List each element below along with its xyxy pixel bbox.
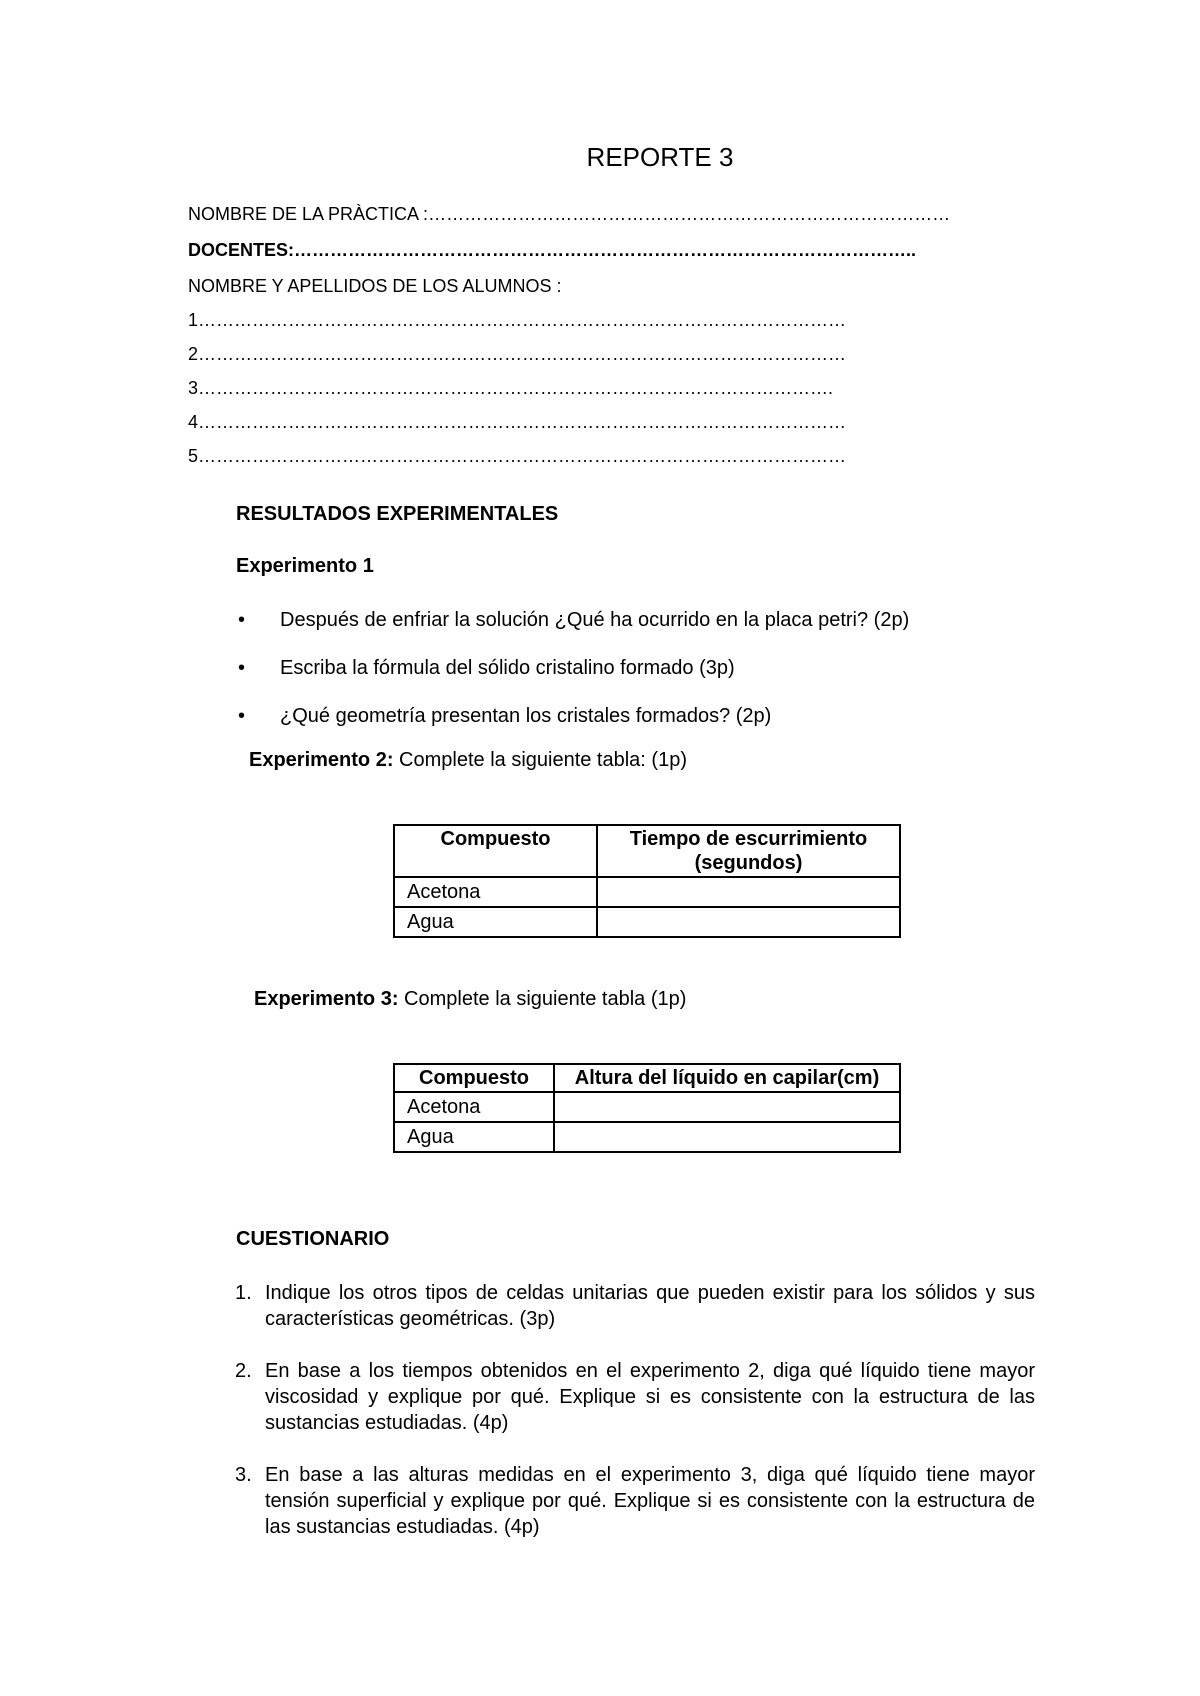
- question-number: 1.: [235, 1282, 252, 1304]
- alumno-fill-dots: ………………………………………………………………………………………………: [198, 310, 847, 330]
- question-number: 2.: [235, 1360, 252, 1382]
- alumno-line-1: [188, 310, 846, 331]
- alumno-number: 1: [188, 310, 199, 330]
- questionnaire-heading: CUESTIONARIO: [236, 1228, 390, 1250]
- table-header-cell: Compuesto: [394, 1064, 554, 1092]
- alumno-fill-dots: ………………………………………………………………………………………………: [198, 344, 847, 364]
- table-row: [394, 1092, 900, 1122]
- alumno-line-2: [188, 344, 846, 365]
- docentes-fill-dots: …………………………………………………………………………………………..: [294, 240, 917, 260]
- exp1-bullet-3: [238, 705, 772, 728]
- question-2: [235, 1358, 1035, 1436]
- bullet-text: ¿Qué geometría presentan los cristales formados? (2p): [280, 705, 772, 727]
- table-header-cell: Compuesto: [394, 825, 597, 877]
- experiment-3-instruction: [254, 988, 686, 1011]
- table-cell-empty[interactable]: [554, 1122, 900, 1152]
- experiment-2-label: Experimento 2:: [249, 749, 394, 771]
- question-text: Indique los otros tipos de celdas unitarias que pueden existir para los sólidos y sus características geométricas. (3p): [265, 1282, 1035, 1330]
- table-cell: Acetona: [394, 1092, 554, 1122]
- alumnos-label: NOMBRE Y APELLIDOS DE LOS ALUMNOS :: [188, 276, 562, 296]
- alumno-number: 4: [188, 412, 199, 432]
- bullet-text: Escriba la fórmula del sólido cristalino formado (3p): [280, 657, 735, 679]
- exp1-bullet-1: [238, 609, 910, 632]
- experiment-3-table: [393, 1063, 901, 1153]
- experiment-2-text: Complete la siguiente tabla: (1p): [393, 749, 687, 771]
- table-row: [394, 907, 900, 937]
- table-header-row: [394, 1064, 900, 1092]
- alumno-line-5: [188, 446, 846, 467]
- table-header-row: [394, 825, 900, 877]
- question-number: 3.: [235, 1464, 252, 1486]
- table-row: [394, 1122, 900, 1152]
- alumno-fill-dots: ………………………………………………………………………………………………: [198, 446, 847, 466]
- alumno-number: 2: [188, 344, 199, 364]
- question-text: En base a las alturas medidas en el experimento 3, diga qué líquido tiene mayor tensión superficial y explique por qué. Explique si es consistente con la estructura de las sustancias estudiadas. (4p): [265, 1464, 1035, 1538]
- experiment-3-label: Experimento 3:: [254, 988, 399, 1010]
- docentes-line: [188, 240, 916, 261]
- experiment-3-text: Complete la siguiente tabla (1p): [398, 988, 687, 1010]
- bullet-icon: •: [238, 609, 246, 631]
- practica-line: [188, 204, 950, 225]
- table-cell: Acetona: [394, 877, 597, 907]
- table-cell: Agua: [394, 907, 597, 937]
- bullet-icon: •: [238, 657, 246, 679]
- exp1-bullet-2: [238, 657, 735, 680]
- experiment-2-table: [393, 824, 901, 938]
- table-cell-empty[interactable]: [554, 1092, 900, 1122]
- alumno-line-4: [188, 412, 846, 433]
- bullet-icon: •: [238, 705, 246, 727]
- table-row: [394, 877, 900, 907]
- alumno-fill-dots: ………………………………………………………………………………………………: [198, 412, 847, 432]
- table-cell: Agua: [394, 1122, 554, 1152]
- question-3: [235, 1462, 1035, 1540]
- alumno-number: 5: [188, 446, 199, 466]
- results-heading: RESULTADOS EXPERIMENTALES: [236, 503, 559, 525]
- report-title: REPORTE 3: [586, 142, 734, 172]
- docentes-label: DOCENTES:: [188, 240, 295, 260]
- bullet-text: Después de enfriar la solución ¿Qué ha ocurrido en la placa petri? (2p): [280, 609, 910, 631]
- experiment-1-heading: Experimento 1: [236, 555, 374, 577]
- alumno-fill-dots: …………………………………………………………………………………………….: [198, 378, 834, 398]
- alumno-number: 3: [188, 378, 199, 398]
- table-cell-empty[interactable]: [597, 877, 900, 907]
- question-text: En base a los tiempos obtenidos en el experimento 2, diga qué líquido tiene mayor viscosidad y explique por qué. Explique si es consistente con la estructura de las sustancias estudiadas. (4p): [265, 1360, 1035, 1434]
- experiment-2-instruction: [249, 749, 687, 772]
- table-header-cell: Altura del líquido en capilar(cm): [554, 1064, 900, 1092]
- alumno-line-3: [188, 378, 833, 399]
- practica-label: NOMBRE DE LA PRÀCTICA :: [188, 204, 429, 224]
- practica-fill-dots: ……………………………………………………………………………: [428, 204, 951, 224]
- table-cell-empty[interactable]: [597, 907, 900, 937]
- question-1: [235, 1280, 1035, 1332]
- table-header-cell: Tiempo de escurrimiento (segundos): [597, 825, 900, 877]
